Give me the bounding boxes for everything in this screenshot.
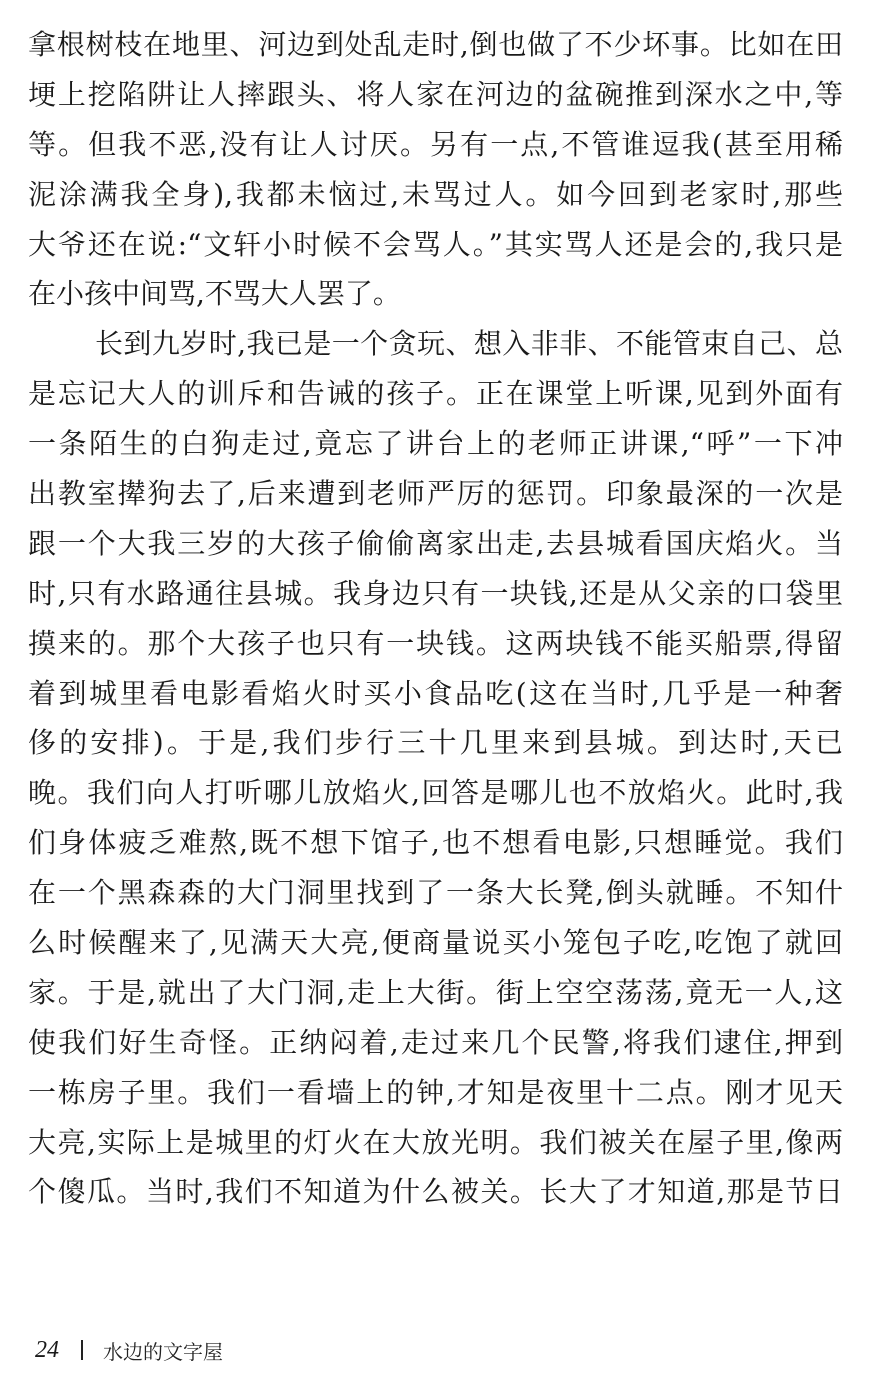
text-line: 摸来的。那个大孩子也只有一块钱。这两块钱不能买船票,得留	[28, 626, 843, 660]
text-line: 一条陌生的白狗走过,竟忘了讲台上的老师正讲课,“呼”一下冲	[28, 427, 843, 461]
text-line: 个傻瓜。当时,我们不知道为什么被关。长大了才知道,那是节日	[28, 1175, 843, 1209]
text-line: 长到九岁时,我已是一个贪玩、想入非非、不能管束自己、总	[95, 327, 843, 361]
text-line: 们身体疲乏难熬,既不想下馆子,也不想看电影,只想睡觉。我们	[28, 826, 843, 860]
text-line: 埂上挖陷阱让人摔跟头、将人家在河边的盆碗推到深水之中,等	[28, 77, 843, 111]
text-line: 侈的安排)。于是,我们步行三十几里来到县城。到达时,天已	[28, 726, 843, 760]
text-line: 大亮,实际上是城里的灯火在大放光明。我们被关在屋子里,像两	[28, 1125, 843, 1159]
footer-separator	[81, 1340, 83, 1360]
text-line: 拿根树枝在地里、河边到处乱走时,倒也做了不少坏事。比如在田	[28, 28, 843, 61]
text-line: 一栋房子里。我们一看墙上的钟,才知是夜里十二点。刚才见天	[28, 1075, 843, 1109]
text-line: 出教室撵狗去了,后来遭到老师严厉的惩罚。印象最深的一次是	[28, 477, 843, 511]
text-line: 家。于是,就出了大门洞,走上大街。街上空空荡荡,竟无一人,这	[28, 975, 843, 1009]
text-line: 使我们好生奇怪。正纳闷着,走过来几个民警,将我们逮住,押到	[28, 1025, 843, 1059]
text-line: 泥涂满我全身),我都未恼过,未骂过人。如今回到老家时,那些	[28, 177, 843, 211]
text-line: 大爷还在说:“文轩小时候不会骂人。”其实骂人还是会的,我只是	[28, 227, 843, 261]
text-line: 时,只有水路通往县城。我身边只有一块钱,还是从父亲的口袋里	[28, 576, 843, 610]
text-line: 跟一个大我三岁的大孩子偷偷离家出走,去县城看国庆焰火。当	[28, 526, 843, 560]
text-line: 是忘记大人的训斥和告诫的孩子。正在课堂上听课,见到外面有	[28, 377, 843, 411]
body-text	[28, 20, 843, 1217]
book-title: 水边的文字屋	[103, 1339, 223, 1364]
text-line: 在小孩中间骂,不骂大人罢了。	[28, 277, 401, 311]
text-line: 等。但我不恶,没有让人讨厌。另有一点,不管谁逗我(甚至用稀	[28, 127, 843, 161]
text-line: 着到城里看电影看焰火时买小食品吃(这在当时,几乎是一种奢	[28, 676, 843, 710]
page-number: 24	[35, 1336, 59, 1363]
text-line: 晚。我们向人打听哪儿放焰火,回答是哪儿也不放焰火。此时,我	[28, 776, 843, 810]
page-footer	[35, 1333, 223, 1367]
text-line: 在一个黑森森的大门洞里找到了一条大长凳,倒头就睡。不知什	[28, 876, 843, 910]
text-line: 么时候醒来了,见满天大亮,便商量说买小笼包子吃,吃饱了就回	[28, 926, 843, 960]
